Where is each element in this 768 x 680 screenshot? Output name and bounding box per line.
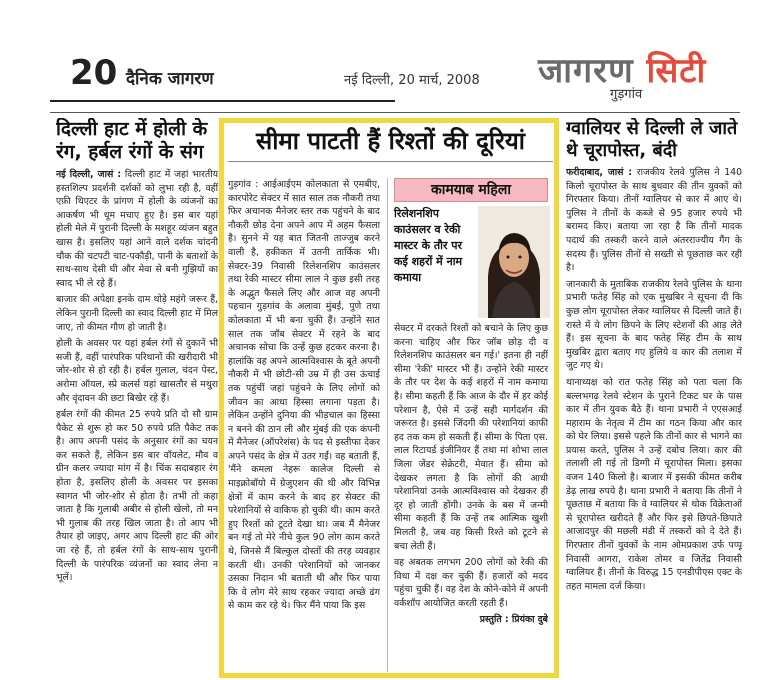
middle-column-2 (394, 322, 548, 674)
section-tag: कामयाब महिला (394, 178, 548, 202)
page-number: 20 (70, 53, 118, 93)
left-headline: दिल्ली हाट में होली के रंग, हर्बल रंगों के संग (56, 118, 208, 163)
brand-logo-part1: जागरण (538, 51, 634, 91)
middle-paragraph: वह अबतक लगभग 200 लोगों को रेकी की विधा में दक्ष कर चुकी हैं। हजारों को मदद पहुंचा चुकी हैं। वह देश के कोने-कोने में अपनी वर्कशॉप आयोजित करती रहती हैं। (394, 557, 548, 609)
right-lead: फरीदाबाद, जासं : (566, 167, 633, 178)
portrait-photo (478, 206, 550, 318)
middle-headline: सीमा पाटती हैं रिश्तों की दूरियां (228, 124, 553, 162)
brand-city: गुड़गांव (610, 87, 643, 102)
left-paragraph: होली के अवसर पर यहां हर्बल रंगों से दुकानें भी सजी हैं, वहीं पारंपरिक परिधानों की खरीदारी भी जोर-शोर से हो रही है। हर्बल गुलाल, चंदन पेस्ट, अरोमा ऑयल, स्प्रे कलर्स यहां खासतौर से मथुरा और वृंदावन की छटा बिखेर रहे हैं। (56, 338, 218, 404)
header-rule-lower (50, 112, 740, 113)
right-article (566, 118, 742, 678)
right-body (566, 166, 742, 593)
pull-quote: रिलेशनशिप काउंसलर व रेकी मास्टर के तौर पर कई शहरों में नाम कमाया (394, 207, 463, 284)
byline: प्रस्तुति : प्रियंका दुबे (479, 614, 548, 626)
middle-paragraph: सेक्टर में दरकते रिश्तों को बचाने के लिए कुछ करना चाहिए और फिर जॉब छोड़ दी व रिलेशनशिप काउंसलर बन गई।' इतना ही नहीं सीमा 'रेकी' मास्टर भी हैं। उन्होंने रेकी मास्टर के तौर पर देश के कई शहरों में नाम कमाया है। सीमा कहती हैं कि आज के दौर में हर कोई परेशान है, ऐसे में उन्हें सही मार्गदर्शन की जरूरत है। इससे जिंदगी की परेशानियां काफी हद तक कम हो सकती हैं। सीमा के पिता एस. लाल रिटायर्ड इंजीनियर हैं तथा मां शोभा लाल जिला जेंडर सेक्रेटरी, मेवात हैं। सीमा को देखकर लगता है कि लोगों की आधी परेशानियां उनके आत्मविश्वास को देखकर ही दूर हो जाती होंगी। उनके के बस में जन्मी सीमा कहती हैं कि उन्हें तब आत्मिक खुशी मिलती है, जब वह किसी रिश्ते को टूटने से बचा लेती हैं। (394, 323, 548, 552)
portrait-illustration (478, 206, 550, 318)
right-paragraph: थानाध्यक्ष को रात फतेह सिंह को पता चला कि बल्लभगढ़ रेलवे स्टेशन के पुराने टिकट घर के पास कार में तीन युवक बैठे हैं। थाना प्रभारी ने एएसआई महाराम के नेतृत्व में टीम का गठन किया और कार को घेर लिया। इससे पहले कि तीनों कार से भागने का प्रयास करते, पुलिस ने उन्हें दबोच लिया। कार की तलाशी ली गई तो डिग्गी में चूरापोस्त मिला। इसका वजन 140 किलो है। बाजार में इसकी कीमत करीब डेढ़ लाख रुपये है। थाना प्रभारी ने बताया कि तीनों ने पूछताछ में बताया कि वे ग्वालियर से थोक विक्रेताओं से चूरापोस्त खरीदते हैं और फिर इसे छिपते-छिपाते आजादपुर की मछली मंडी में तस्करों को दे देते हैं। गिरफ्तार तीनों युवकों के नाम ओमप्रकाश उर्फ पप्पू निवासी आगरा, राकेश तोमर व जितेंद्र निवासी ग्वालियर हैं। तीनों के विरुद्ध 15 एनडीपीएस एक्ट के तहत मामला दर्ज किया। (566, 376, 742, 592)
left-article (56, 118, 218, 678)
left-lead: नई दिल्ली, जासं : (56, 169, 122, 180)
brand-logo-part2: सिटी (646, 51, 707, 91)
right-paragraph: राजकीय रेलवे पुलिस ने 140 किलो चूरापोस्त के साथ बुधवार की तीन युवकों को गिरफ्तार किया। तीनों ग्वालियर से कार में आए थे। पुलिस ने तीनों के कब्जे से 95 हजार रुपये भी बरामद किए। बताया जा रहा है कि तीनों मादक पदार्थ की तस्करी करने वाले अंतरराज्यीय गैंग के सदस्य हैं। पुलिस तीनों से सख्ती से पूछताछ कर रही है। (566, 167, 742, 274)
left-paragraph: दिल्ली हाट में जहां भारतीय हस्तशिल्प प्रदर्शनी दर्शकों को लुभा रही है, वहीं एफ़ी थिएटर के प्रांगण में होली के व्यंजनों का आकर्षण भी धूम मचाए हुए है। इस बार यहां होली मेले में पुरानी दिल्ली के मशहूर व्यंजन बहुत खास है। इसलिए यहां आने वाले दर्शक चांदनी चौक की चटपटी चाट-पकौड़ी, पानी के बताशों के साथ-साथ देसी घी और मेवा से बनी गुझियों का स्वाद भी ले रहे हैं। (56, 169, 218, 289)
middle-column-1 (228, 178, 380, 672)
left-body (56, 168, 218, 585)
right-headline: ग्वालियर से दिल्ली ले जाते थे चूरापोस्त, बंदी (566, 118, 738, 161)
column-divider (387, 178, 388, 672)
header-rule (50, 100, 395, 102)
right-paragraph: जानकारी के मुताबिक राजकीय रेलवे पुलिस के थाना प्रभारी फतेह सिंह को एक मुखबिर ने सूचना दी कि कुछ लोग चूरापोस्त लेकर ग्वालियर से दिल्ली जाते हैं। रास्ते में ये लोग छिपने के लिए स्टेशनों की आड़ लेते हैं। इस सूचना के बाद फतेह सिंह टीम के साथ मुखबिर द्वारा बताए गए हुलिये व कार की तलाश में जुट गए थे। (566, 278, 742, 372)
middle-paragraph: गुड़गांव : आईआईएम कोलकाता से एमबीए, कारपोरेट सेक्टर में सात साल तक नौकरी तथा फिर अचानक मैनेजर स्तर तक पहुंचने के बाद नौकरी छोड़ देना अपने आप में अहम फैसला है। सुनने में यह बात जितनी ताज्जुब करने वाली है, हकीकत में उतनी तार्किक भी। सेक्टर-39 निवासी रिलेशनशिप काउंसलर तथा रेकी मास्टर सीमा लाल ने कुछ इसी तरह के अद्भुत फैसले लिए और आज वह अपनी पहचान गुड़गांव के अलावा मुंबई, पुणे तथा कोलकाता में भी बना चुकी हैं। उन्होंने सात साल तक जॉब सेक्टर में रहने के बाद अचानक सोचा कि उन्हें कुछ हटकर करना है। हालांकि वह अपने आत्मविश्वास के बूते अपनी नौकरी में भी छोटी-सी उम्र में ही उस ऊंचाई तक पहुंचीं जहां पहुंचने के लिए लोगों को जीवन का आधा हिस्सा लगाना पड़ता है। लेकिन उन्होंने दुनिया की भीड़चाल का हिस्सा न बनने की ठान ली और मुंबई की एक कंपनी में मैनेजर (ऑपरेशंस) के पद से इस्तीफा देकर अपने पसंद के क्षेत्र में उतर गईं। वह बताती हैं, 'मैंने कमला नेहरू कालेज दिल्ली से माइक्रोबॉयो में ग्रेजुएशन की थी और विभिन्न क्षेत्रों में काम करने के बाद हर सेक्टर की परेशानियों से वाकिफ हो चुकी थी। काम करते हुए रिश्तों को टूटते देखा था। जब मैं मैनेजर बन गई तो मेरे नीचे कुल 90 लोग काम करते थे, जिनसे मैं बिल्कुल दोस्तों की तरह व्यवहार करती थी। उनकी परेशानियों को जानकर उसका निदान भी बताती थी और फिर पाया कि वे लोग मेरे साथ रहकर ज्यादा अच्छे ढंग से काम कर रहे थे। फिर मैंने पाया कि इस (228, 179, 380, 612)
dateline: नई दिल्ली, 20 मार्च, 2008 (344, 73, 480, 88)
left-paragraph: बाजार की अपेक्षा इनके दाम थोड़े महंगे जरूर हैं, लेकिन पुरानी दिल्ली का स्वाद दिल्ली हाट में मिल जाए, तो कीमत गौण हो जाती है। (56, 294, 218, 333)
left-paragraph: हर्बल रंगों की कीमत 25 रुपये प्रति दो सौ ग्राम पैकेट से शुरू हो कर 50 रुपये प्रति पैकेट तक है। आप अपनी पसंद के अनुसार रंगों का चयन कर सकते हैं, लेकिन इस बार वॉयलेट, मौव व ग्रीन कलर ज्यादा मांग में है। चिंक सदाबहार रंग होता है, इसलिए होली के अवसर पर इसका स्वागत भी जोर-शोर से होता है। तभी तो कहा जाता है कि गुलाबी अबीर से होली खेलो, तो मन भी गुलाब की तरह खिल जाता है। तो आप भी तैयार हो जाइए, अगर आप दिल्ली हाट की ओर जा रहे हैं, तो हर्बल रंगों के साथ-साथ पुरानी दिल्ली के पारंपरिक व्यंजनों का स्वाद लेना न भूलें। (56, 409, 218, 584)
paper-name: दैनिक जागरण (126, 69, 214, 89)
